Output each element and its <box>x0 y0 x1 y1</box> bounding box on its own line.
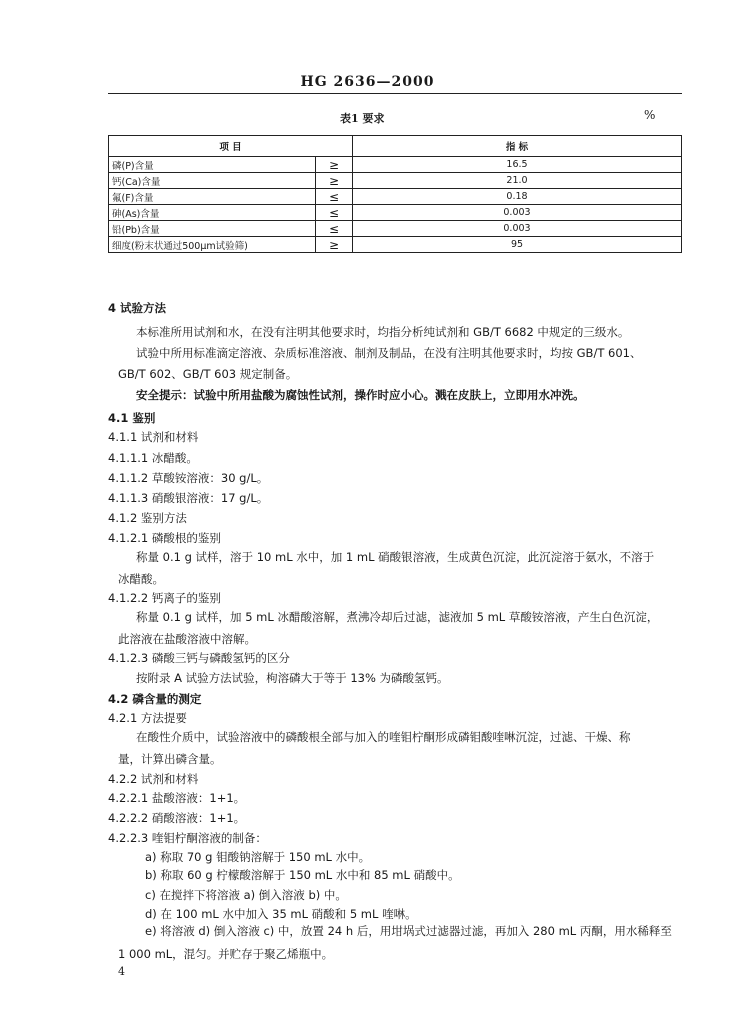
body-line: 试验中所用标准滴定溶液、杂质标准溶液、制剂及制品，在没有注明其他要求时，均按 GB/T 601、 <box>136 346 642 360</box>
body-line: 4.1.2.2 钙离子的鉴别 <box>108 591 221 605</box>
row-value: 0.003 <box>353 205 682 221</box>
body-line: 4.1.1.3 硝酸银溶液：17 g/L。 <box>108 491 269 505</box>
table-header-row <box>109 136 682 157</box>
body-line: 4.2.2.3 喹钼柠酮溶液的制备： <box>108 831 267 845</box>
body-line: 4.2.2.2 硝酸溶液：1+1。 <box>108 811 246 825</box>
table-row <box>109 173 682 189</box>
body-line: 4.1.2 鉴别方法 <box>108 511 187 525</box>
body-line: 称量 0.1 g 试样，溶于 10 mL 水中，加 1 mL 硝酸银溶液，生成黄色沉淀，此沉淀溶于氨水，不溶于 <box>136 550 655 564</box>
table-caption: 表1 要求 <box>340 112 385 125</box>
body-line: 4.2 磷含量的测定 <box>108 692 202 706</box>
body-line: 此溶液在盐酸溶液中溶解。 <box>118 632 256 646</box>
row-value: 21.0 <box>353 173 682 189</box>
body-line: 冰醋酸。 <box>118 572 164 586</box>
row-value: 16.5 <box>353 157 682 173</box>
body-line: 4.1.1.2 草酸铵溶液：30 g/L。 <box>108 471 269 485</box>
body-line: 4 试验方法 <box>108 301 167 315</box>
table-row <box>109 205 682 221</box>
body-line: 称量 0.1 g 试样，加 5 mL 冰醋酸溶解，煮沸冷却后过滤，滤液加 5 mL 草酸铵溶液，产生白色沉淀， <box>136 610 659 624</box>
requirements-table <box>108 135 682 253</box>
body-line: 4.1.1.1 冰醋酸。 <box>108 451 198 465</box>
body-line: 4.2.1 方法提要 <box>108 711 187 725</box>
row-operator: ≤ <box>316 221 353 237</box>
row-item: 氟(F)含量 <box>109 189 316 205</box>
table-row <box>109 157 682 173</box>
table-row <box>109 221 682 237</box>
body-line: 1 000 mL，混匀。并贮存于聚乙烯瓶中。 <box>118 947 334 961</box>
col-item-header: 项 目 <box>109 136 353 157</box>
body-line: GB/T 602、GB/T 603 规定制备。 <box>118 367 298 381</box>
body-line: 4.2.2.1 盐酸溶液：1+1。 <box>108 791 246 805</box>
row-operator: ≤ <box>316 189 353 205</box>
body-line: 4.1.2.3 磷酸三钙与磷酸氢钙的区分 <box>108 651 290 665</box>
row-operator: ≥ <box>316 237 353 253</box>
row-value: 95 <box>353 237 682 253</box>
row-value: 0.003 <box>353 221 682 237</box>
table-row <box>109 189 682 205</box>
body-line: 在酸性介质中，试验溶液中的磷酸根全部与加入的喹钼柠酮形成磷钼酸喹啉沉淀，过滤、干燥、称 <box>136 730 631 744</box>
body-line: 4.2.2 试剂和材料 <box>108 772 199 786</box>
row-value: 0.18 <box>353 189 682 205</box>
body-line: d) 在 100 mL 水中加入 35 mL 硝酸和 5 mL 喹啉。 <box>145 907 417 921</box>
row-item: 细度(粉末状通过500μm试验筛) <box>109 237 316 253</box>
body-line: 4.1 鉴别 <box>108 411 156 425</box>
body-line: 4.1.2.1 磷酸根的鉴别 <box>108 531 221 545</box>
row-operator: ≥ <box>316 157 353 173</box>
row-item: 铅(Pb)含量 <box>109 221 316 237</box>
body-line: 量，计算出磷含量。 <box>118 752 222 766</box>
standard-header: HG 2636—2000 <box>300 74 435 90</box>
body-line: c) 在搅拌下将溶液 a) 倒入溶液 b) 中。 <box>145 888 347 902</box>
body-line: 4.1.1 试剂和材料 <box>108 430 199 444</box>
row-item: 钙(Ca)含量 <box>109 173 316 189</box>
row-operator: ≤ <box>316 205 353 221</box>
body-line: b) 称取 60 g 柠檬酸溶解于 150 mL 水中和 85 mL 硝酸中。 <box>145 868 460 882</box>
table-row <box>109 237 682 253</box>
row-item: 磷(P)含量 <box>109 157 316 173</box>
row-item: 砷(As)含量 <box>109 205 316 221</box>
page-number: 4 <box>118 965 125 978</box>
body-line: 本标准所用试剂和水，在没有注明其他要求时，均指分析纯试剂和 GB/T 6682 中规定的三级水。 <box>136 325 630 339</box>
body-line: 按附录 A 试验方法试验，枸溶磷大于等于 13% 为磷酸氢钙。 <box>136 671 449 685</box>
header-rule <box>108 93 682 94</box>
table-unit: % <box>644 108 656 122</box>
body-line: a) 称取 70 g 钼酸钠溶解于 150 mL 水中。 <box>145 850 371 864</box>
col-value-header: 指 标 <box>353 136 682 157</box>
body-line: e) 将溶液 d) 倒入溶液 c) 中，放置 24 h 后，用坩埚式过滤器过滤，再加入 280 mL 丙酮，用水稀释至 <box>145 924 672 938</box>
row-operator: ≥ <box>316 173 353 189</box>
body-line: 安全提示：试验中所用盐酸为腐蚀性试剂，操作时应小心。溅在皮肤上，立即用水冲洗。 <box>136 388 585 402</box>
